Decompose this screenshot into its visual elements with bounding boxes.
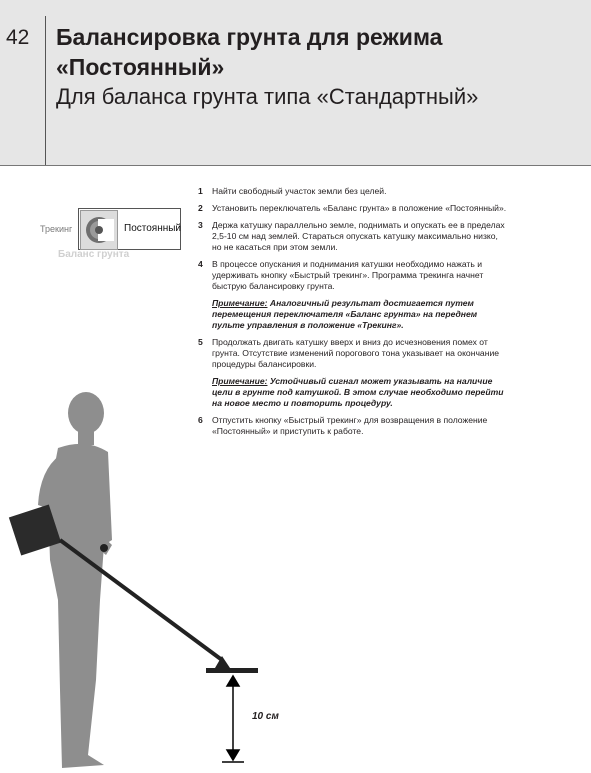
distance-label: 10 см [252, 711, 279, 722]
step-text: Установить переключатель «Баланс грунта» в положение «Постоянный». [212, 203, 507, 213]
step-text: Держа катушку параллельно земле, поднимать и опускать ее в пределах 2,5-10 см над землей. Стараться опускать катушку максимально низко, но не касаться при этом земли. [212, 220, 505, 252]
header-divider [45, 16, 46, 165]
step-text: Найти свободный участок земли без целей. [212, 186, 387, 196]
switch-tracking-label: Трекинг [40, 224, 73, 234]
step-number: 2 [198, 203, 203, 213]
step-number: 1 [198, 186, 203, 196]
switch-constant-label: Постоянный [124, 223, 182, 234]
note [198, 298, 508, 331]
page-title: Балансировка грунта для режима «Постоянный» [56, 24, 443, 80]
step-number: 3 [198, 220, 203, 230]
page-number: 42 [6, 26, 30, 49]
step-number: 5 [198, 337, 203, 347]
step-item [198, 186, 508, 197]
step-number: 6 [198, 415, 203, 425]
note-text: Аналогичный результат достигается путем перемещения переключателя «Баланс грунта» на переднем пульте управления в положение «Трекинг». [212, 298, 478, 330]
step-item [198, 259, 508, 292]
note-text: Устойчивый сигнал может указывать на наличие цели в грунте под катушкой. В этом случае необходимо перейти на новое место и повторить процедуру. [212, 376, 504, 408]
switch-knob-icon [80, 210, 118, 250]
detector-icon [9, 504, 258, 673]
person-silhouette [38, 392, 112, 768]
switch-caption: Баланс грунта [58, 249, 130, 260]
step-text: В процессе опускания и поднимания катушки необходимо нажать и удерживать кнопку «Быстрый трекинг». Программа трекинга начнет быструю балансировку грунта. [212, 259, 484, 291]
step-text: Продолжать двигать катушку вверх и вниз до исчезновения помех от грунта. Отсутствие изменений порогового тона указывает на окончание процедуры балансировки. [212, 337, 500, 369]
note-label: Примечание: [212, 298, 268, 308]
step-item [198, 203, 508, 214]
page-subtitle: Для баланса грунта типа «Стандартный» [56, 84, 479, 109]
note-label: Примечание: [212, 376, 268, 386]
distance-arrow-icon [222, 676, 244, 762]
step-item [198, 337, 508, 370]
step-item [198, 220, 508, 253]
page-header [0, 0, 591, 166]
step-number: 4 [198, 259, 203, 269]
ground-balance-switch-illustration [38, 208, 188, 268]
step-text: Отпустить кнопку «Быстрый трекинг» для возвращения в положение «Постоянный» и приступить к работе. [212, 415, 488, 436]
